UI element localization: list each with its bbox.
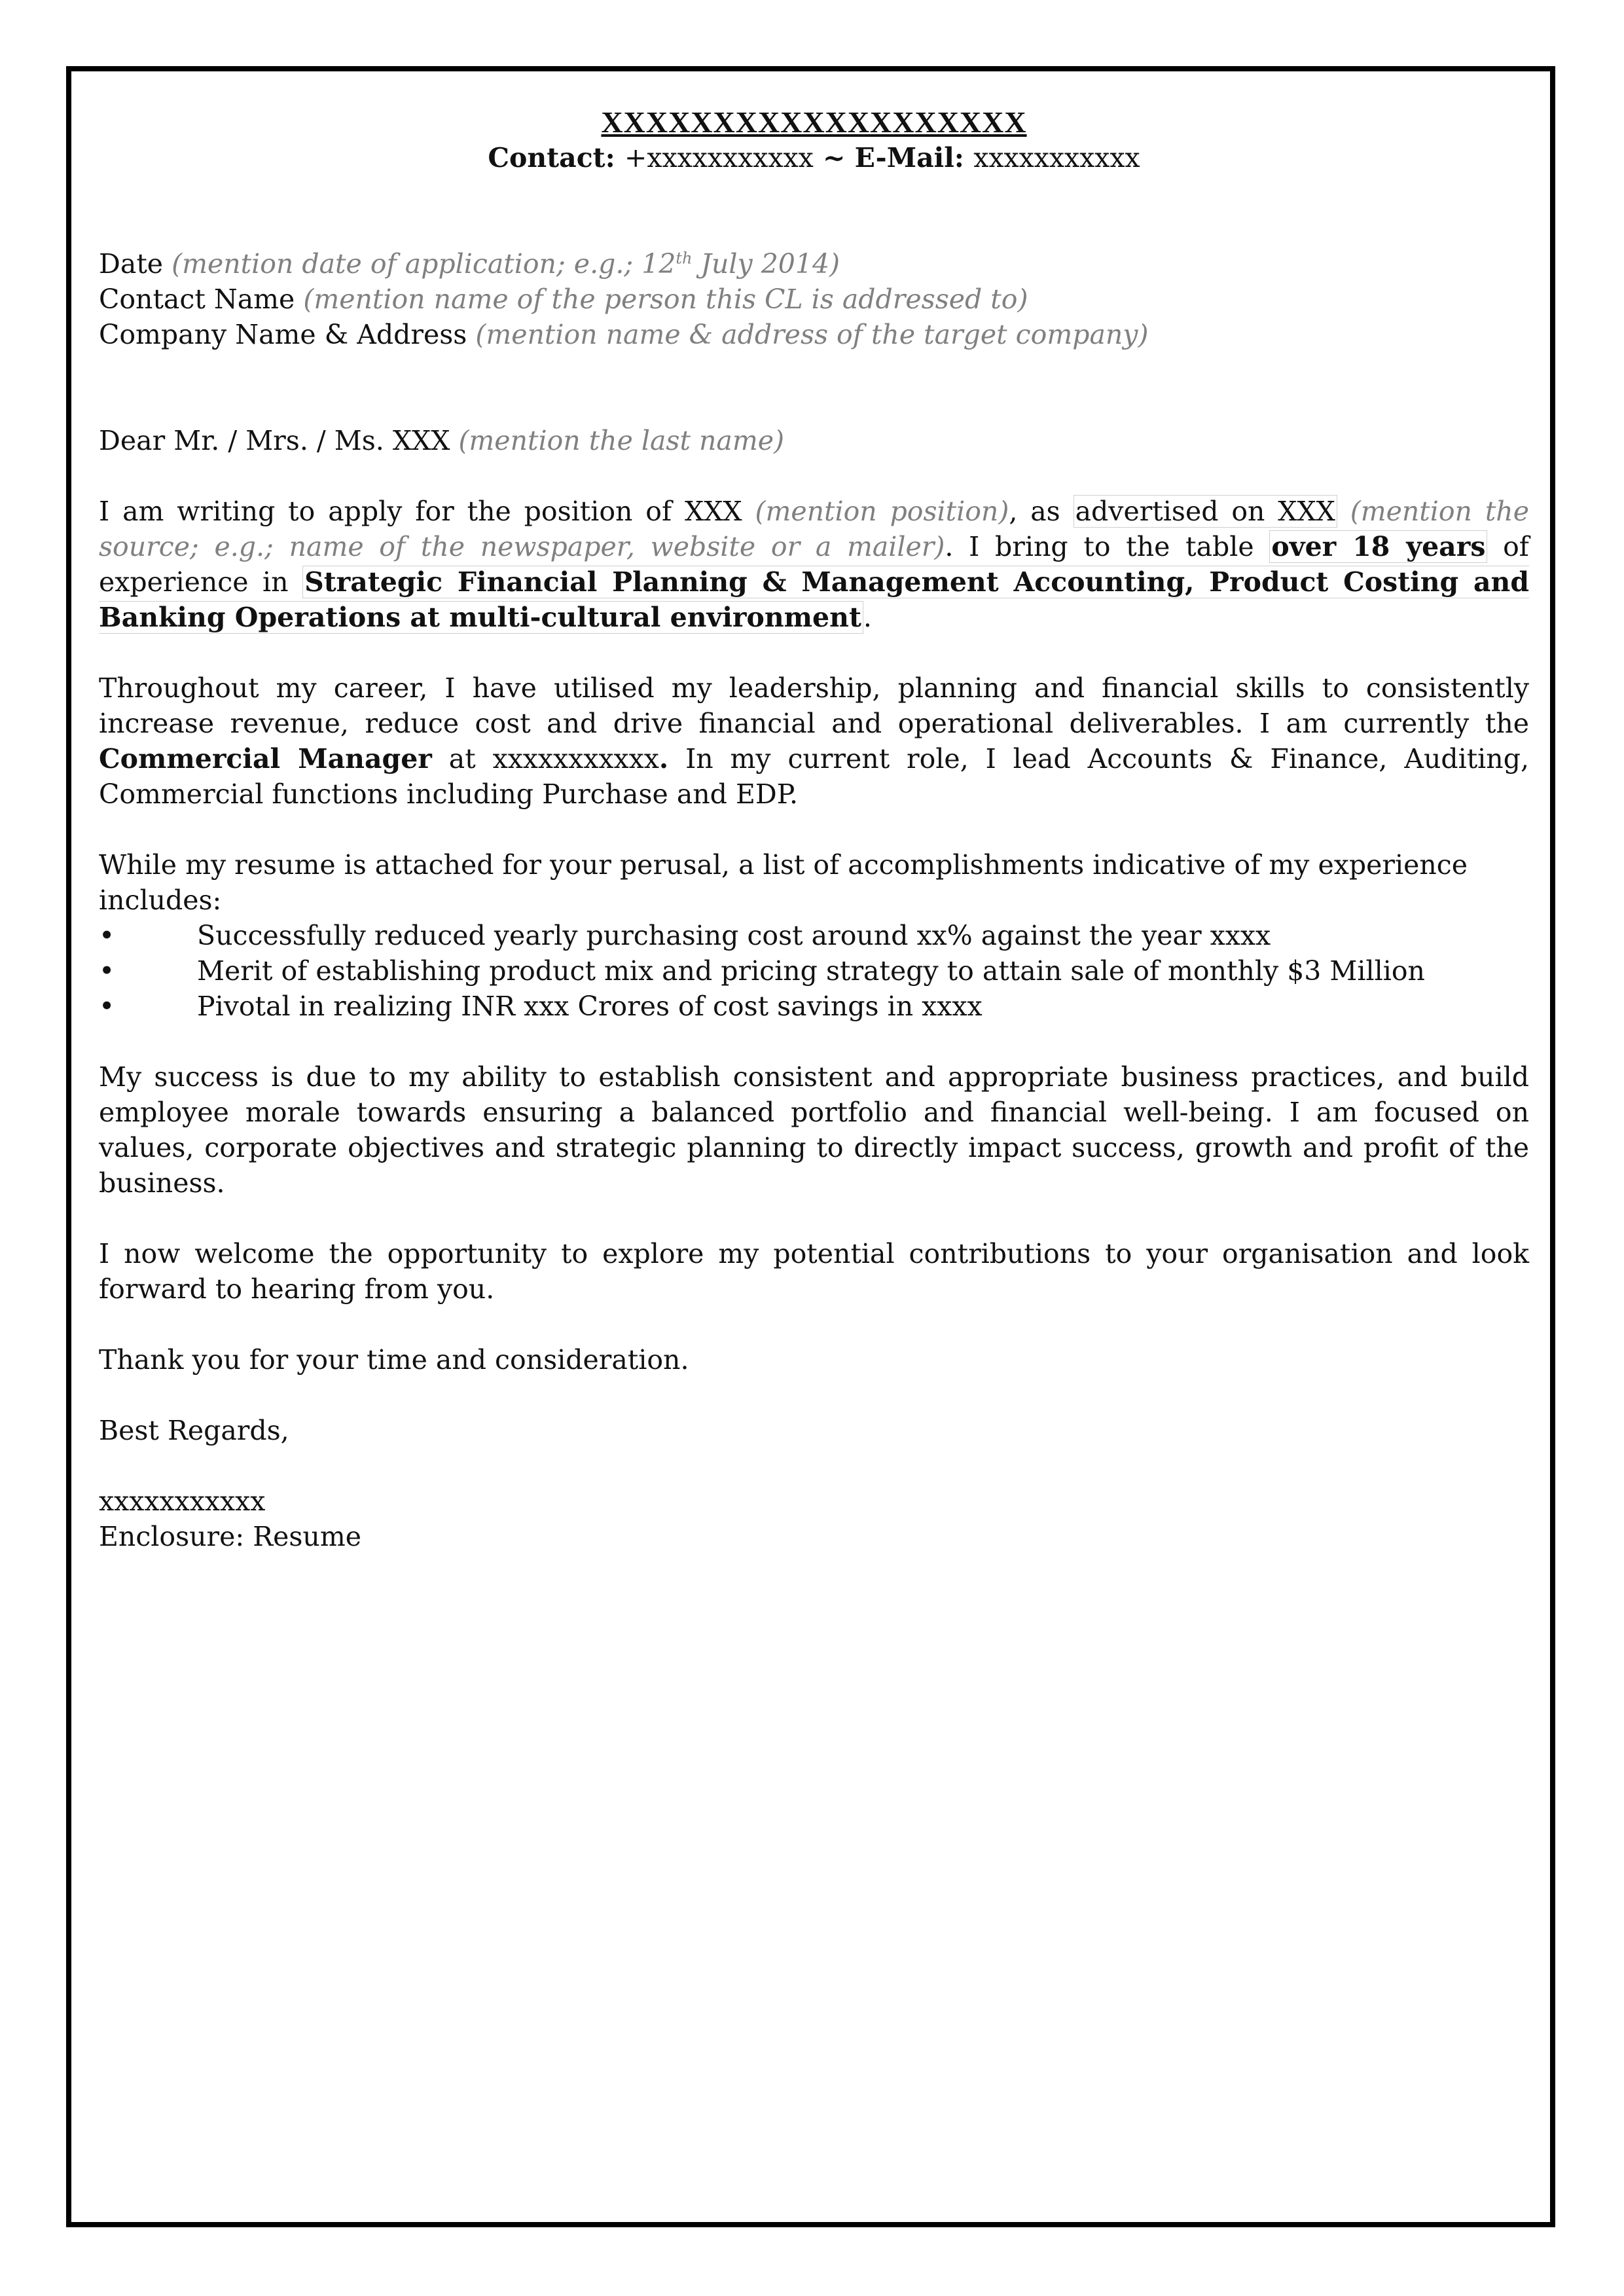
date-line [99,246,1529,282]
expertise-areas: Strategic Financial Planning & Management Accounting, Product Costing and Banking Operations at multi-cultural environment [99,566,1530,633]
cover-letter [99,105,1529,1554]
closing: Best Regards, [99,1415,289,1446]
paragraph-intro: I am writing to apply for the position of XXX (mention position), as advertised on XXX (mention the source; e.g.; name of the newspaper, website or a mailer). I bring to the table over 18 years of experience in Strategic Financial Planning & Management Accounting, Product Costing and Banking Operations at multi-cultural environment. [99,496,1530,633]
salutation-text: Dear Mr. / Mrs. / Ms. XXX [99,425,450,456]
paragraph-success: My success is due to my ability to establish consistent and appropriate business practices, and build employee morale towards ensuring a balanced portfolio and financial well-being. I am focused on values, corporate objectives and strategic planning to directly impact success, growth and profit of the business. [99,1061,1529,1199]
company-label: Company Name & Address [99,319,467,350]
bullet-icon: • [99,920,115,951]
contact-name-label: Contact Name [99,283,295,315]
list-item: • Successfully reduced yearly purchasing cost around xx% against the year xxxx [99,918,1529,953]
accomplishments [99,847,1529,1024]
bullet-icon: • [99,991,115,1022]
advertised-field: advertised on XXX [1074,495,1337,528]
email-label: E-Mail: [854,142,964,173]
current-role: Commercial Manager [99,743,432,774]
contact-line [99,140,1529,175]
letter-header [99,105,1529,175]
salutation [99,423,1529,458]
source-hint: (mention the source; e.g.; name of the newspaper, website or a mailer) [99,496,1529,562]
position-hint: (mention position) [755,496,1009,527]
list-item: • Merit of establishing product mix and pricing strategy to attain sale of monthly $3 Million [99,953,1529,989]
contact-phone: +xxxxxxxxxxx [624,142,814,173]
accomplishments-list [99,918,1529,1024]
list-item: • Pivotal in realizing INR xxx Crores of cost savings in xxxx [99,989,1529,1024]
address-block [99,246,1529,352]
enclosure: Enclosure: Resume [99,1521,361,1552]
accomplishments-intro: While my resume is attached for your perusal, a list of accomplishments indicative of my experience includes: [99,849,1468,916]
experience-years: over 18 years [1269,530,1487,563]
bullet-icon: • [99,955,115,987]
contact-name-hint: (mention name of the person this CL is addressed to) [303,283,1028,315]
paragraph-career: Throughout my career, I have utilised my leadership, planning and financial skills to consistently increase revenue, reduce cost and drive financial and operational deliverables. I am currently the Commercial Manager at xxxxxxxxxxx. In my current role, I lead Accounts & Finance, Auditing, Commercial functions including Purchase and EDP. [99,672,1529,810]
company-line [99,317,1529,352]
contact-separator: ~ [823,142,846,173]
salutation-hint: (mention the last name) [458,425,784,456]
date-hint: (mention date of application; e.g.; 12th July 2014) [171,248,840,280]
signature: xxxxxxxxxxx [99,1485,266,1517]
paragraph-thanks: Thank you for your time and consideration. [99,1344,689,1376]
paragraph-welcome: I now welcome the opportunity to explore my potential contributions to your organisation and look forward to hearing from you. [99,1238,1529,1305]
contact-label: Contact: [488,142,615,173]
contact-email: xxxxxxxxxxx [973,142,1140,173]
company-hint: (mention name & address of the target company) [475,319,1149,350]
applicant-name: XXXXXXXXXXXXXXXXXXX [601,105,1027,139]
contact-name-line [99,282,1529,317]
date-label: Date [99,248,164,280]
